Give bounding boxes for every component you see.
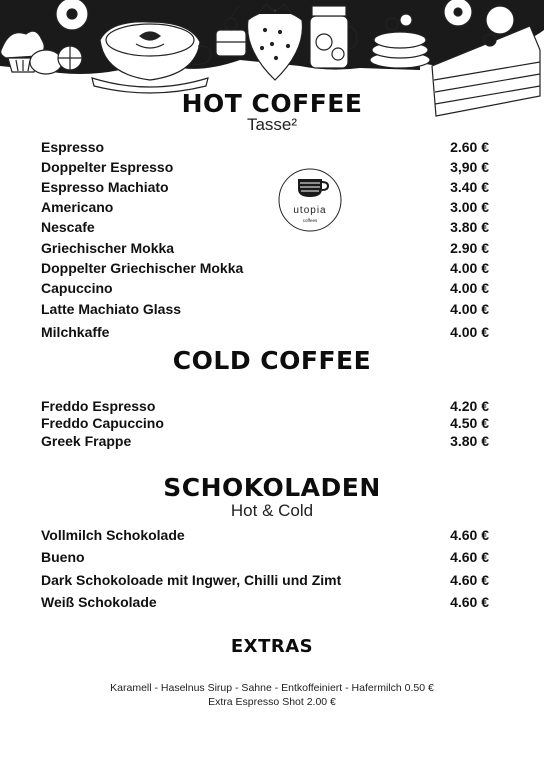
menu-item-price: 4.60 € — [450, 527, 489, 543]
menu-item — [41, 159, 489, 177]
schokoladen-title: SCHOKOLADEN — [163, 473, 381, 502]
menu-item-name: Americano — [41, 199, 114, 215]
menu-item-name: Espresso Machiato — [41, 179, 169, 195]
menu-item-name: Vollmilch Schokolade — [41, 527, 185, 543]
menu-item-price: 3.80 € — [450, 433, 489, 449]
menu-item-name: Latte Machiato Glass — [41, 301, 182, 317]
menu-item-name: Espresso — [41, 139, 105, 155]
menu-item-price: 4.00 € — [450, 301, 489, 317]
hot-coffee-subtitle: Tasse² — [246, 115, 298, 134]
hot-coffee-title: HOT COFFEE — [181, 89, 363, 118]
menu-item-name: Doppelter Griechischer Mokka — [41, 260, 244, 276]
menu-item — [41, 280, 489, 298]
menu-item — [41, 240, 489, 258]
menu-item-price: 3.80 € — [450, 219, 489, 235]
menu-item — [41, 219, 489, 237]
menu-item-price: 3,90 € — [450, 159, 489, 175]
cold-coffee-title: COLD COFFEE — [172, 346, 372, 375]
menu-item-name: Capuccino — [41, 280, 113, 296]
menu-item — [41, 549, 489, 567]
menu-item — [41, 527, 489, 545]
extras-title: EXTRAS — [230, 636, 314, 657]
menu-item — [41, 415, 489, 433]
menu-item — [41, 179, 489, 197]
menu-item-name: Weiß Schokolade — [41, 594, 157, 610]
menu-item — [41, 572, 489, 590]
menu-item-name: Nescafe — [41, 219, 95, 235]
extras-line-2: Extra Espresso Shot 2.00 € — [208, 696, 336, 708]
menu-item-name: Milchkaffe — [41, 324, 110, 340]
menu-item-name: Bueno — [41, 549, 85, 565]
menu-item-price: 4.00 € — [450, 324, 489, 340]
menu-item — [41, 324, 489, 342]
menu-item — [41, 398, 489, 416]
menu-item-price: 4.60 € — [450, 572, 489, 588]
menu-item-price: 4.00 € — [450, 280, 489, 296]
menu-item-price: 4.60 € — [450, 594, 489, 610]
menu-item-price: 3.00 € — [450, 199, 489, 215]
logo-name: utopia — [293, 205, 327, 216]
menu-item-price: 4.00 € — [450, 260, 489, 276]
utopia-logo — [277, 167, 343, 233]
menu-item-name: Griechischer Mokka — [41, 240, 175, 256]
menu-item — [41, 199, 489, 217]
menu-item — [41, 139, 489, 157]
extras-line-1: Karamell - Haselnus Sirup - Sahne - Entkoffeiniert - Hafermilch 0.50 € — [110, 682, 434, 694]
menu-item-price: 2.90 € — [450, 240, 489, 256]
logo-tagline: coffees — [302, 218, 318, 223]
menu-item-price: 4.50 € — [450, 415, 489, 431]
menu-item-name: Dark Schokoloade mit Ingwer, Chilli und Zimt — [41, 572, 342, 588]
menu-item-name: Greek Frappe — [41, 433, 132, 449]
menu-item — [41, 260, 489, 278]
menu-item-price: 4.20 € — [450, 398, 489, 414]
menu-item — [41, 594, 489, 612]
menu-item-name: Doppelter Espresso — [41, 159, 174, 175]
menu-item — [41, 433, 489, 451]
menu-item-name: Freddo Capuccino — [41, 415, 164, 431]
schokoladen-subtitle: Hot & Cold — [230, 501, 314, 520]
menu-item-price: 2.60 € — [450, 139, 489, 155]
menu-item — [41, 301, 489, 319]
coffee-cup-logo-icon — [277, 167, 343, 233]
menu-item-price: 4.60 € — [450, 549, 489, 565]
menu-item-price: 3.40 € — [450, 179, 489, 195]
menu-item-name: Freddo Espresso — [41, 398, 156, 414]
